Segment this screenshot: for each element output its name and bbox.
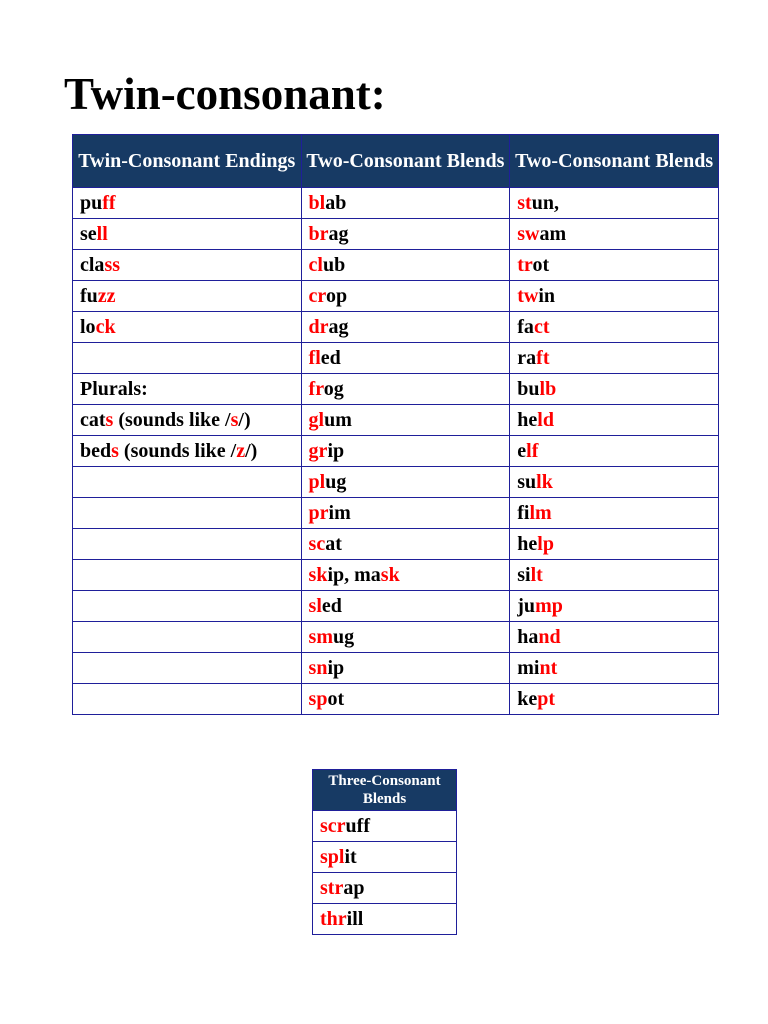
highlighted-letters: scr bbox=[320, 814, 346, 837]
word-text: ag bbox=[328, 222, 349, 245]
table-cell bbox=[510, 281, 719, 312]
table-cell bbox=[301, 312, 510, 343]
word-text: um bbox=[324, 408, 352, 431]
table-row bbox=[73, 343, 719, 374]
column-header: Two-Consonant Blends bbox=[510, 135, 719, 188]
table-cell bbox=[73, 467, 302, 498]
word-text: (sounds like / bbox=[118, 439, 237, 462]
highlighted-letters: lb bbox=[539, 377, 557, 400]
column-header: Two-Consonant Blends bbox=[301, 135, 510, 188]
word-text: cla bbox=[80, 253, 105, 276]
table-row bbox=[73, 436, 719, 467]
word-text: /) bbox=[245, 439, 258, 462]
table-cell bbox=[301, 343, 510, 374]
table-body bbox=[313, 811, 457, 935]
table-cell bbox=[301, 250, 510, 281]
highlighted-letters: ll bbox=[96, 222, 108, 245]
table-body bbox=[73, 188, 719, 715]
word-text: fi bbox=[517, 501, 530, 524]
word-text: fa bbox=[517, 315, 534, 338]
table-cell bbox=[510, 684, 719, 715]
word-text: ug bbox=[325, 470, 347, 493]
table-cell bbox=[510, 219, 719, 250]
table-header-row bbox=[313, 770, 457, 811]
word-text: og bbox=[323, 377, 344, 400]
word-text: ub bbox=[322, 253, 346, 276]
highlighted-letters: str bbox=[320, 876, 344, 899]
table-cell bbox=[73, 250, 302, 281]
word-text: bu bbox=[517, 377, 540, 400]
table-cell bbox=[73, 529, 302, 560]
word-text: ill bbox=[346, 907, 364, 930]
table-cell bbox=[313, 904, 457, 935]
highlighted-letters: fl bbox=[308, 346, 321, 369]
highlighted-letters: gr bbox=[308, 439, 328, 462]
table-row bbox=[73, 374, 719, 405]
highlighted-letters: tw bbox=[517, 284, 539, 307]
table-row bbox=[73, 684, 719, 715]
page-title: Twin-consonant: bbox=[64, 69, 386, 119]
word-text: (sounds like / bbox=[113, 408, 231, 431]
table-cell bbox=[301, 281, 510, 312]
word-text: /) bbox=[238, 408, 251, 431]
table-cell bbox=[510, 250, 719, 281]
table-cell bbox=[313, 842, 457, 873]
highlighted-letters: ck bbox=[95, 315, 116, 338]
table-row bbox=[73, 467, 719, 498]
table-cell bbox=[510, 405, 719, 436]
highlighted-letters: z bbox=[236, 439, 246, 462]
word-text: ip, ma bbox=[327, 563, 381, 586]
word-text: ip bbox=[327, 656, 345, 679]
highlighted-letters: lk bbox=[536, 470, 553, 493]
highlighted-letters: ft bbox=[536, 346, 550, 369]
highlighted-letters: sl bbox=[308, 594, 322, 617]
table-cell bbox=[510, 467, 719, 498]
table-cell bbox=[510, 622, 719, 653]
table-row bbox=[73, 312, 719, 343]
highlighted-letters: sk bbox=[308, 563, 328, 586]
table-row bbox=[73, 591, 719, 622]
table-cell bbox=[301, 684, 510, 715]
highlighted-letters: sw bbox=[517, 222, 540, 245]
table-cell bbox=[301, 188, 510, 219]
highlighted-letters: pl bbox=[308, 470, 326, 493]
word-text: bed bbox=[80, 439, 112, 462]
table-cell bbox=[301, 560, 510, 591]
highlighted-letters: br bbox=[308, 222, 329, 245]
table-cell bbox=[73, 653, 302, 684]
table-cell bbox=[301, 467, 510, 498]
highlighted-letters: ct bbox=[533, 315, 550, 338]
table-row bbox=[73, 560, 719, 591]
highlighted-letters: s bbox=[230, 408, 239, 431]
table-row bbox=[313, 811, 457, 842]
table-cell bbox=[73, 560, 302, 591]
highlighted-letters: sp bbox=[308, 687, 328, 710]
highlighted-letters: s bbox=[111, 439, 119, 462]
table-row bbox=[73, 622, 719, 653]
table-cell bbox=[73, 219, 302, 250]
table-cell bbox=[301, 436, 510, 467]
table-cell bbox=[73, 312, 302, 343]
table-cell bbox=[510, 591, 719, 622]
highlighted-letters: thr bbox=[320, 907, 347, 930]
highlighted-letters: dr bbox=[308, 315, 329, 338]
table-cell bbox=[73, 188, 302, 219]
word-text: pu bbox=[80, 191, 103, 214]
word-text: ju bbox=[517, 594, 536, 617]
table-cell bbox=[73, 684, 302, 715]
highlighted-letters: nd bbox=[538, 625, 561, 648]
word-text: si bbox=[517, 563, 531, 586]
word-text: ed bbox=[320, 346, 341, 369]
word-text: op bbox=[325, 284, 348, 307]
word-text: at bbox=[325, 532, 342, 555]
highlighted-letters: pt bbox=[537, 687, 556, 710]
table-cell bbox=[301, 622, 510, 653]
word-text: su bbox=[517, 470, 537, 493]
table-cell bbox=[73, 374, 302, 405]
highlighted-letters: tr bbox=[517, 253, 533, 276]
table-cell bbox=[301, 405, 510, 436]
highlighted-letters: st bbox=[517, 191, 532, 214]
highlighted-letters: lf bbox=[526, 439, 539, 462]
highlighted-letters: cl bbox=[308, 253, 323, 276]
word-text: ke bbox=[517, 687, 538, 710]
table-cell bbox=[510, 498, 719, 529]
word-text: ot bbox=[532, 253, 550, 276]
column-header: Three-Consonant Blends bbox=[313, 770, 457, 811]
table-row bbox=[73, 405, 719, 436]
highlighted-letters: lt bbox=[530, 563, 543, 586]
table-cell bbox=[510, 312, 719, 343]
highlighted-letters: mp bbox=[535, 594, 563, 617]
table-row bbox=[313, 873, 457, 904]
table-cell bbox=[313, 873, 457, 904]
table-cell bbox=[313, 811, 457, 842]
highlighted-letters: lp bbox=[537, 532, 554, 555]
word-text: lo bbox=[80, 315, 96, 338]
word-text: it bbox=[344, 845, 357, 868]
highlighted-letters: sk bbox=[380, 563, 400, 586]
word-text: im bbox=[328, 501, 351, 524]
highlighted-letters: ss bbox=[104, 253, 121, 276]
highlighted-letters: gl bbox=[308, 408, 325, 431]
table-cell bbox=[510, 529, 719, 560]
highlighted-letters: nt bbox=[539, 656, 558, 679]
highlighted-letters: s bbox=[105, 408, 114, 431]
highlighted-letters: spl bbox=[320, 845, 345, 868]
three-consonant-table bbox=[312, 769, 457, 935]
word-text: fu bbox=[80, 284, 98, 307]
table-row bbox=[313, 904, 457, 935]
word-text: se bbox=[80, 222, 97, 245]
word-text: he bbox=[517, 408, 538, 431]
table-cell bbox=[73, 591, 302, 622]
highlighted-letters: zz bbox=[97, 284, 116, 307]
highlighted-letters: ld bbox=[537, 408, 554, 431]
highlighted-letters: fr bbox=[308, 377, 324, 400]
highlighted-letters: cr bbox=[308, 284, 326, 307]
table-row bbox=[73, 188, 719, 219]
highlighted-letters: lm bbox=[529, 501, 552, 524]
table-row bbox=[73, 529, 719, 560]
word-text: un, bbox=[531, 191, 559, 214]
table-header-row bbox=[73, 135, 719, 188]
highlighted-letters: sn bbox=[308, 656, 328, 679]
word-text: e bbox=[517, 439, 527, 462]
table-cell bbox=[510, 653, 719, 684]
table-cell bbox=[301, 374, 510, 405]
table-row bbox=[313, 842, 457, 873]
word-text: cat bbox=[80, 408, 106, 431]
highlighted-letters: bl bbox=[308, 191, 326, 214]
table-cell bbox=[73, 436, 302, 467]
word-text: Plurals: bbox=[80, 377, 148, 400]
table-cell bbox=[510, 188, 719, 219]
highlighted-letters: ff bbox=[102, 191, 116, 214]
word-text: uff bbox=[345, 814, 370, 837]
column-header: Twin-Consonant Endings bbox=[73, 135, 302, 188]
table-cell bbox=[73, 622, 302, 653]
highlighted-letters: sm bbox=[308, 625, 333, 648]
table-row bbox=[73, 653, 719, 684]
word-text: mi bbox=[517, 656, 540, 679]
word-text: in bbox=[538, 284, 556, 307]
highlighted-letters: sc bbox=[308, 532, 326, 555]
word-text: ap bbox=[343, 876, 365, 899]
word-text: ag bbox=[328, 315, 349, 338]
table-cell bbox=[301, 591, 510, 622]
table-cell bbox=[301, 529, 510, 560]
word-text: he bbox=[517, 532, 538, 555]
table-cell bbox=[510, 560, 719, 591]
table-cell bbox=[73, 343, 302, 374]
table-cell bbox=[510, 343, 719, 374]
word-text: am bbox=[539, 222, 567, 245]
table-cell bbox=[301, 498, 510, 529]
table-cell bbox=[510, 436, 719, 467]
highlighted-letters: pr bbox=[308, 501, 329, 524]
word-text: ed bbox=[321, 594, 342, 617]
table-cell bbox=[301, 653, 510, 684]
consonant-table bbox=[72, 134, 719, 715]
table-row bbox=[73, 498, 719, 529]
table-cell bbox=[73, 405, 302, 436]
table-cell bbox=[73, 498, 302, 529]
word-text: ip bbox=[327, 439, 345, 462]
table-cell bbox=[510, 374, 719, 405]
table-cell bbox=[301, 219, 510, 250]
table-cell bbox=[73, 281, 302, 312]
word-text: ha bbox=[517, 625, 539, 648]
word-text: ra bbox=[517, 346, 537, 369]
table-row bbox=[73, 281, 719, 312]
table-row bbox=[73, 219, 719, 250]
word-text: ab bbox=[325, 191, 347, 214]
word-text: ug bbox=[333, 625, 355, 648]
word-text: ot bbox=[327, 687, 345, 710]
table-row bbox=[73, 250, 719, 281]
